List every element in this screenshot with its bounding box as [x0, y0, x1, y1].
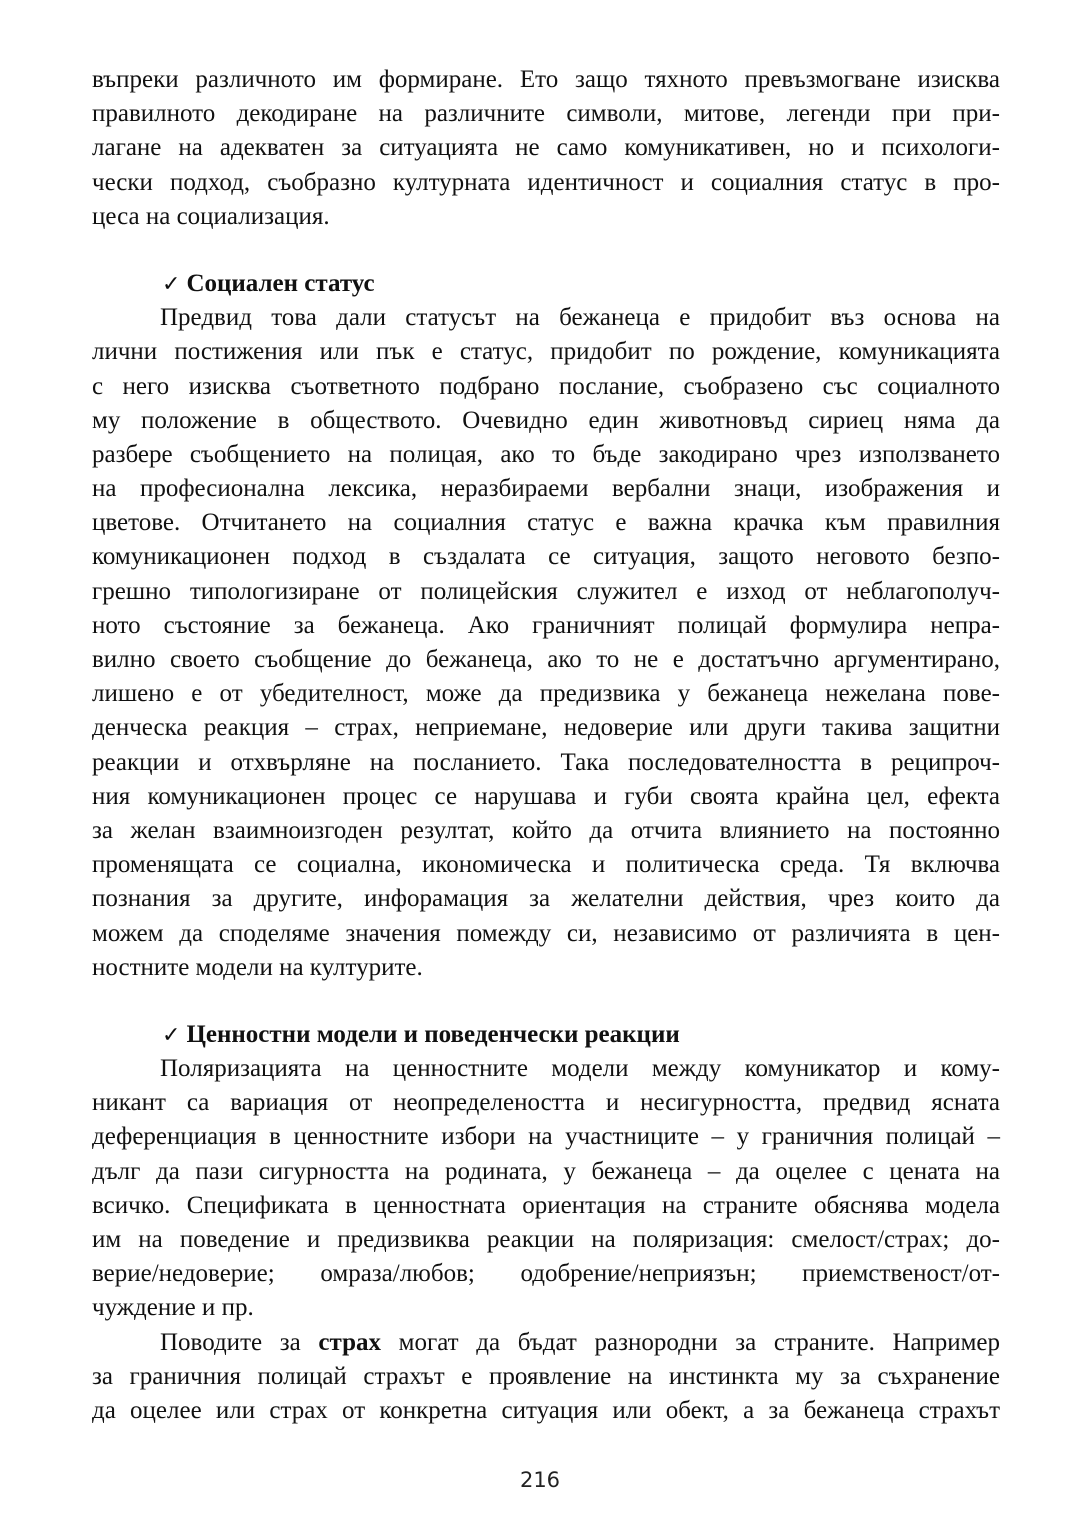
- text-line: за граничния полицай страхът е проявление на инстинкта му за съхранение: [92, 1362, 1000, 1390]
- text-line: му положение в обществото. Очевидно един животновъд сириец няма да: [92, 406, 1000, 434]
- text-line: чески подход, съобразно културната идентичност и социалния статус в про-: [92, 168, 1000, 196]
- text-line: за желан взаимноизгоден резултат, който да отчита влиянието на постоянно: [92, 816, 1000, 844]
- text-line: познания за другите, инфорамация за желателни действия, чрез които да: [92, 885, 1000, 913]
- text-line: Поляризацията на ценностните модели между комуникатор и кому-: [160, 1055, 1000, 1083]
- text-line: разбере съобщението на полицая, ако то бъде закодирано чрез използването: [92, 440, 1000, 468]
- text-line: ното състояние за бежанеца. Ако граничният полицай формулира непра-: [92, 611, 1000, 639]
- text-line: никант са вариация от неопределеността и несигурността, предвид ясната: [92, 1089, 1000, 1117]
- text-run: Поводите за: [160, 1328, 319, 1356]
- section-gap: [92, 234, 1000, 267]
- text-line: грешно типологизиране от полицейския служител е изход от неблагополуч-: [92, 577, 1000, 605]
- text-line: можем да споделяме значения помежду си, независимо от различията в цен-: [92, 919, 1000, 947]
- text-line: с него изисква съответното подбрано послание, съобразено със социалното: [92, 372, 1000, 400]
- page-number: 216: [519, 1468, 561, 1492]
- text-line: реакции и отхвърляне на посланието. Така последователността в реципроч-: [92, 748, 1000, 776]
- section-value-models: [92, 1018, 1000, 1428]
- text-line: ностните модели на културите.: [92, 953, 423, 981]
- section-heading: [92, 1018, 1000, 1052]
- text-line: верие/недоверие; омраза/любов; одобрение/неприязън; приемственост/от-: [92, 1260, 1000, 1288]
- text-line: всичко. Спецификата в ценностната ориентация на страните обяснява модела: [92, 1191, 1000, 1219]
- text-line: цеса на социализация.: [92, 202, 330, 230]
- section-heading-text: Ценностни модели и поведенчески реакции: [186, 1020, 680, 1048]
- text-line: комуникационен подход в създалата се ситуация, защото неговото безпо-: [92, 543, 1000, 571]
- section-social-status: [92, 267, 1000, 985]
- text-line: дълг да пази сигурността на родината, у бежанеца – да оцелее с цената на: [92, 1157, 1000, 1185]
- text-line-with-bold: [92, 1326, 1000, 1360]
- page-body: [92, 63, 1000, 1428]
- text-line: лишено е от убедителност, може да предизвика у бежанеца нежелана пове-: [92, 680, 1000, 708]
- text-line: въпреки различното им формиране. Ето защо тяхното превъзмогване изисква: [92, 66, 1000, 93]
- text-line: променящата се социална, икономическа и политическа среда. Тя включва: [92, 851, 1000, 879]
- text-line: лагане на адекватен за ситуацията не само комуникативен, но и психологи-: [92, 134, 1000, 162]
- intro-paragraph: [92, 63, 1000, 234]
- text-line: да оцелее или страх от конкретна ситуация или обект, а за бежанеца страхът: [92, 1396, 1000, 1424]
- text-line: деференциация в ценностните избори на участниците – у граничния полицай –: [92, 1123, 1000, 1151]
- text-line: ния комуникационен процес се нарушава и губи своята крайна цел, ефекта: [92, 782, 1000, 810]
- text-line: Предвид това дали статусът на бежанеца е придобит въз основа на: [160, 304, 1000, 332]
- text-line: денческа реакция – страх, неприемане, недоверие или други такива защитни: [92, 714, 1000, 742]
- text-line: вилно своето съобщение до бежанеца, ако то не е достатъчно аргументирано,: [92, 646, 1000, 673]
- section-heading-text: Социален статус: [186, 269, 375, 297]
- section-gap: [92, 985, 1000, 1018]
- section-heading: [92, 267, 1000, 301]
- text-line: лични постижения или пък е статус, придобит по рождение, комуникацията: [92, 338, 1000, 366]
- bold-term: страх: [318, 1328, 381, 1356]
- checkmark-icon: ✓: [162, 1022, 181, 1048]
- checkmark-icon: ✓: [162, 271, 181, 297]
- text-line: правилното декодиране на различните символи, митове, легенди при при-: [92, 100, 1000, 128]
- text-run: могат да бъдат разнородни за страните. Например: [380, 1328, 1001, 1356]
- text-line: им на поведение и предизвиква реакции на поляризация: смелост/страх; до-: [92, 1226, 1000, 1253]
- text-line: на професионална лексика, неразбираеми вербални знаци, изображения и: [92, 475, 1000, 503]
- text-line: цветове. Отчитането на социалния статус е важна крачка към правилния: [92, 509, 1000, 537]
- text-line: чуждение и пр.: [92, 1294, 254, 1322]
